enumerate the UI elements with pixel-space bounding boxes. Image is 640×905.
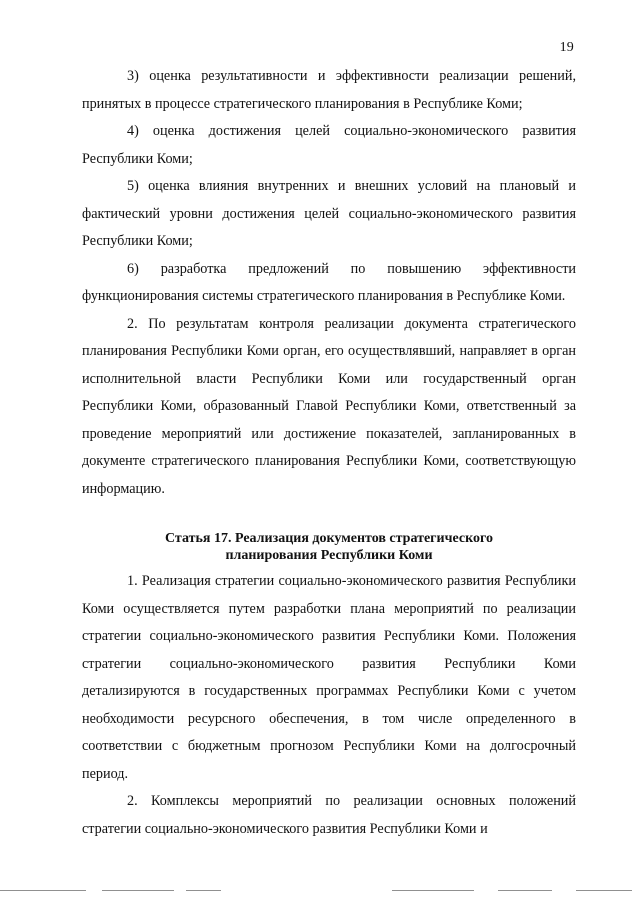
- article-17-paragraph-2: 2. Комплексы мероприятий по реализации основных положений стратегии социально-экономического развития Республики Коми и: [82, 793, 576, 837]
- article-17-heading: [82, 530, 576, 564]
- article-17-paragraph-1: 1. Реализация стратегии социально-экономического развития Республики Коми осуществляется путем разработки плана мероприятий по реализации стратегии социально-экономического развития Республики Коми. Положения стратегии социально-экономического развития Республики Коми детализируются в государственных программах Республики Коми с учетом необходимости ресурсного обеспечения, в том числе определенного в соответствии с бюджетным прогнозом Республики Коми на долгосрочный период.: [82, 573, 576, 782]
- paragraph-item-6: 6) разработка предложений по повышению эффективности функционирования системы стратегического планирования в Республике Коми.: [82, 260, 576, 304]
- paragraph-item-5: 5) оценка влияния внутренних и внешних условий на плановый и фактический уровни достижения целей социально-экономического развития Республики Коми;: [82, 178, 576, 249]
- document-body: [82, 63, 576, 843]
- page-number: 19: [559, 40, 574, 55]
- article-17-heading-line-2: планирования Республики Коми: [225, 548, 433, 563]
- paragraph-item-4: 4) оценка достижения целей социально-экономического развития Республики Коми;: [82, 123, 576, 167]
- paragraph-control-information: 2. По результатам контроля реализации документа стратегического планирования Республики Коми орган, его осуществлявший, направляет в орган исполнительной власти Республики Коми или государственный орган Республики Коми, образованный Главой Республики Коми, ответственный за проведение мероприятий или достижение показателей, запланированных в документе стратегического планирования Республики Коми, соответствующую информацию.: [82, 315, 576, 497]
- scan-bottom-edge: [0, 887, 640, 895]
- paragraph-item-3: 3) оценка результативности и эффективности реализации решений, принятых в процессе стратегического планирования в Республике Коми;: [82, 68, 576, 112]
- article-17-heading-line-1: Статья 17. Реализация документов стратегического: [165, 531, 493, 546]
